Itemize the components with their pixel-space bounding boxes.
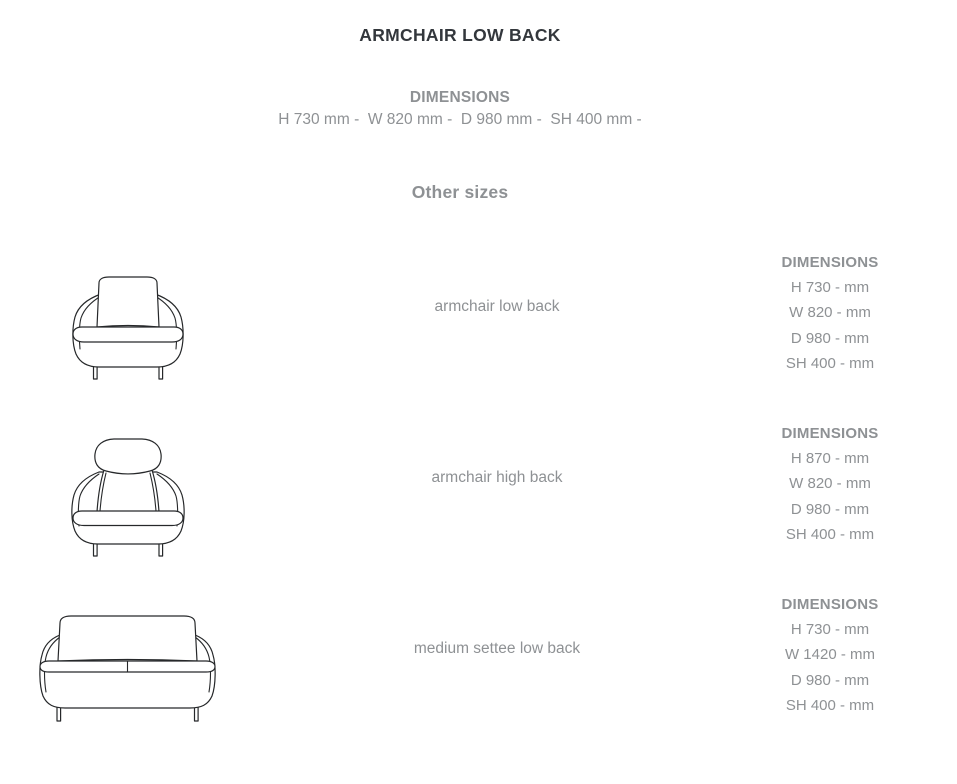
variant-row-medium-settee-low-back xyxy=(0,591,957,737)
other-sizes-heading: Other sizes xyxy=(411,182,509,202)
dimension-seat-height: SH 400 - mm xyxy=(785,697,875,715)
armchair-high-back-drawing xyxy=(53,426,203,560)
dimension-depth: D 980 - mm xyxy=(790,500,870,518)
variant-label: armchair high back xyxy=(431,469,563,486)
dimension-height: H 730 - mm xyxy=(790,621,870,638)
page-title: ARMCHAIR LOW BACK xyxy=(359,25,561,45)
dimension-height: H 730 - mm xyxy=(790,279,870,296)
variant-label: armchair low back xyxy=(434,298,560,315)
dimension-seat-height: SH 400 - mm xyxy=(785,355,875,373)
dimension-depth: D 980 - mm xyxy=(790,329,870,347)
dimension-seat-height: SH 400 - mm xyxy=(785,526,875,544)
variant-dimensions-heading: DIMENSIONS xyxy=(781,425,879,442)
medium-settee-low-back-drawing xyxy=(20,602,235,726)
main-dimensions-values: H 730 mm - W 820 mm - D 980 mm - SH 400 mm - xyxy=(278,111,642,128)
main-dimensions-section xyxy=(0,89,920,129)
figure-cell xyxy=(0,420,255,566)
variant-dimensions-block xyxy=(739,249,921,395)
variant-dimensions-block xyxy=(739,591,921,737)
variant-row-armchair-low-back xyxy=(0,249,957,395)
variant-rows xyxy=(0,249,957,737)
variant-dimensions-heading: DIMENSIONS xyxy=(781,254,879,271)
armchair-low-back-drawing xyxy=(53,260,203,384)
dimension-depth: D 980 - mm xyxy=(790,671,870,689)
variant-row-armchair-high-back xyxy=(0,420,957,566)
variant-dimensions-heading: DIMENSIONS xyxy=(781,596,879,613)
header-block xyxy=(0,0,920,203)
figure-cell xyxy=(0,249,255,395)
dimension-height: H 870 - mm xyxy=(790,450,870,467)
variant-dimensions-block xyxy=(739,420,921,566)
figure-cell xyxy=(0,591,255,737)
dimension-width: W 820 - mm xyxy=(789,304,871,322)
main-dimensions-heading: DIMENSIONS xyxy=(409,89,511,106)
variant-label: medium settee low back xyxy=(413,640,581,657)
dimension-width: W 1420 - mm xyxy=(784,646,875,664)
dimension-width: W 820 - mm xyxy=(789,475,871,493)
